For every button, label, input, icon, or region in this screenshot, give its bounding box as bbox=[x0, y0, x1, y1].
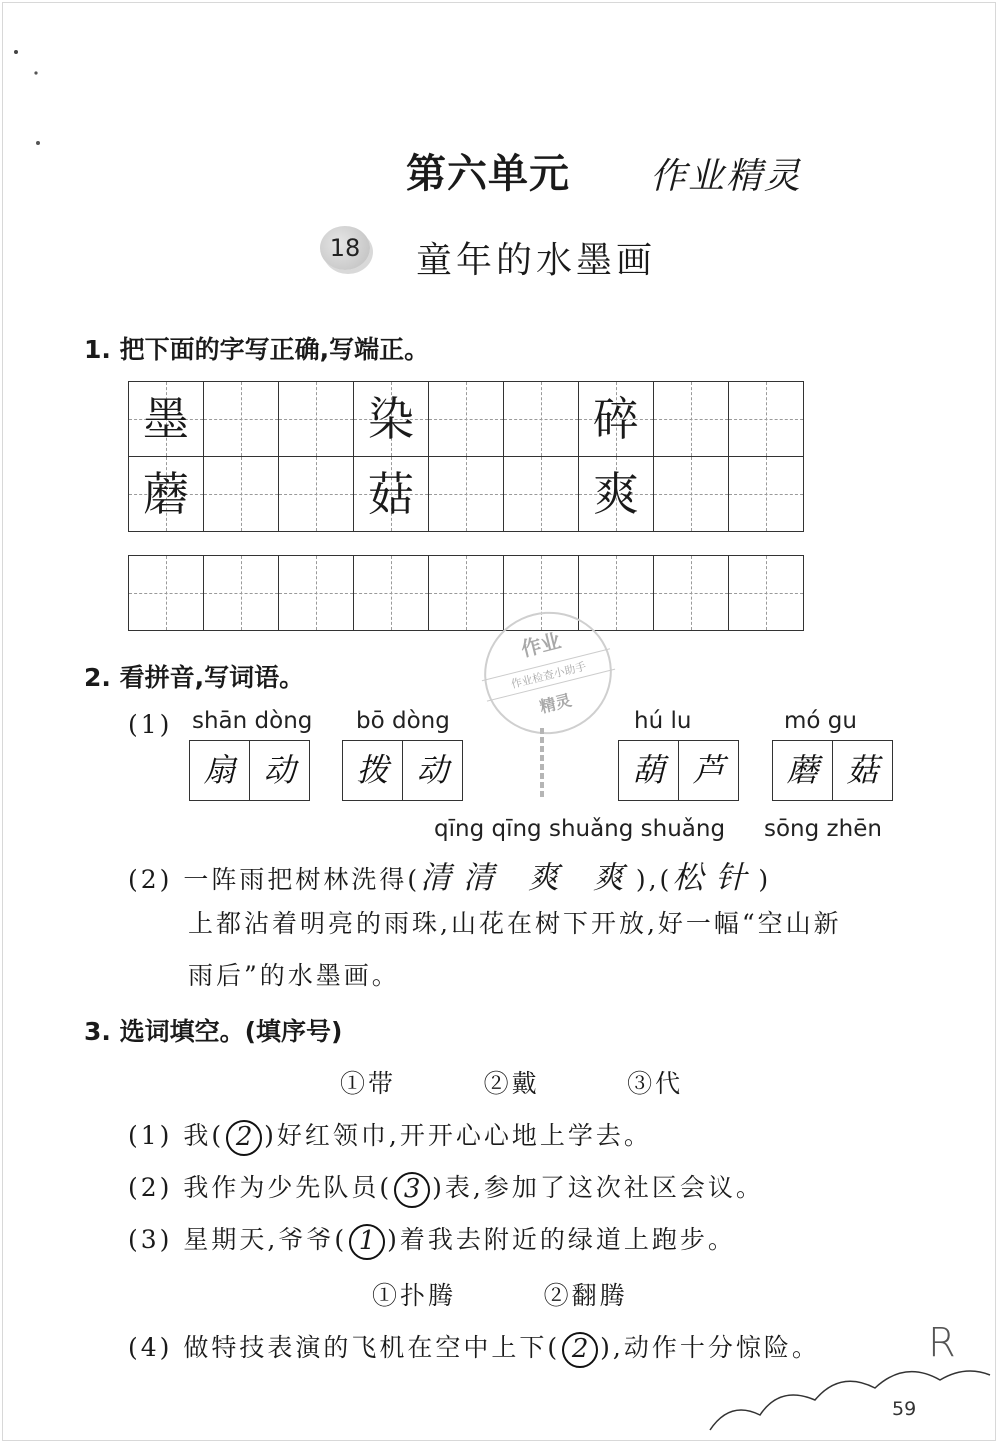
q2-part2-text-post: ) bbox=[758, 865, 772, 894]
item-text-pre: 星期天,爷爷( bbox=[183, 1225, 348, 1254]
q1-heading: 1. 把下面的字写正确,写端正。 bbox=[84, 335, 430, 364]
item-label: (4) bbox=[128, 1333, 173, 1362]
grid-cell[interactable] bbox=[729, 556, 804, 631]
cloud-decoration-icon bbox=[700, 1330, 996, 1440]
pinyin-4: mó gu bbox=[784, 708, 857, 734]
q2-part2-label: (2) bbox=[128, 865, 173, 894]
word-char: 蘑 bbox=[786, 751, 819, 789]
grid-cell[interactable] bbox=[204, 556, 279, 631]
answer-qingqing-shuangshuang[interactable]: 清清 爽 爽 bbox=[420, 860, 636, 896]
word-char: 芦 bbox=[678, 741, 738, 800]
grid-cell[interactable]: 墨 bbox=[129, 382, 204, 457]
item-text-post: )着我去附近的绿道上跑步。 bbox=[387, 1225, 736, 1254]
grid-cell[interactable] bbox=[504, 556, 579, 631]
q2-part2-line1 bbox=[128, 852, 771, 897]
speck-marks bbox=[0, 0, 60, 160]
item-text-post: )表,参加了这次社区会议。 bbox=[432, 1173, 764, 1202]
q2-part1-label: (1) bbox=[128, 710, 173, 739]
stamp-line-1: 作业 bbox=[518, 628, 564, 662]
writing-grid-1 bbox=[128, 381, 804, 532]
grid-cell[interactable] bbox=[654, 457, 729, 532]
grid-cell[interactable] bbox=[279, 382, 354, 457]
pinyin-2: bō dòng bbox=[356, 708, 450, 734]
item-text-post: )好红领巾,开开心心地上学去。 bbox=[264, 1121, 652, 1150]
grid-cell[interactable]: 染 bbox=[354, 382, 429, 457]
grid-row-3 bbox=[129, 556, 804, 631]
item-label: (3) bbox=[128, 1225, 173, 1254]
q2-part2-line3: 雨后”的水墨画。 bbox=[188, 961, 400, 990]
q3-options-2: ①扑腾 ②翻腾 bbox=[372, 1281, 628, 1310]
grid-cell[interactable] bbox=[654, 556, 729, 631]
q3-item-1 bbox=[128, 1116, 652, 1156]
word-box-2[interactable] bbox=[342, 740, 463, 801]
unit-title: 第六单元 bbox=[406, 151, 570, 197]
grid-cell[interactable] bbox=[504, 457, 579, 532]
q3-heading: 3. 选词填空。(填序号) bbox=[84, 1017, 343, 1046]
lesson-number-badge: 18 bbox=[320, 226, 370, 270]
answer-circle[interactable]: 2 bbox=[562, 1332, 598, 1368]
q3-item-3 bbox=[128, 1220, 736, 1260]
stamp-line-2: 作业检查小助手 bbox=[482, 648, 615, 701]
q2-part2-text-mid: ),( bbox=[635, 865, 673, 894]
word-box-4[interactable] bbox=[772, 740, 893, 801]
answer-circle[interactable]: 2 bbox=[226, 1120, 262, 1156]
word-char: 动 bbox=[249, 741, 309, 800]
pinyin-qingqing-shuangshuang: qīng qīng shuǎng shuǎng bbox=[434, 816, 726, 842]
q2-part2-text-pre: 一阵雨把树林洗得( bbox=[183, 865, 421, 894]
grid-row-2 bbox=[129, 457, 804, 532]
grid-cell[interactable] bbox=[279, 457, 354, 532]
writing-grid-2 bbox=[128, 555, 804, 631]
grid-cell[interactable] bbox=[429, 382, 504, 457]
grid-row-1 bbox=[129, 382, 804, 457]
grid-cell[interactable] bbox=[729, 457, 804, 532]
r-mark: R bbox=[928, 1320, 956, 1366]
grid-cell[interactable] bbox=[654, 382, 729, 457]
grid-cell[interactable] bbox=[429, 457, 504, 532]
stamp-stem bbox=[540, 728, 544, 800]
lesson-title: 童年的水墨画 bbox=[416, 240, 657, 281]
word-char: 动 bbox=[402, 741, 462, 800]
grid-cell[interactable] bbox=[729, 382, 804, 457]
brand-title: 作业精灵 bbox=[650, 156, 803, 197]
grid-cell[interactable]: 碎 bbox=[579, 382, 654, 457]
grid-cell[interactable] bbox=[279, 556, 354, 631]
grid-cell[interactable]: 蘑 bbox=[129, 457, 204, 532]
grid-cell[interactable] bbox=[354, 556, 429, 631]
grid-cell[interactable] bbox=[129, 556, 204, 631]
word-char: 菇 bbox=[832, 741, 892, 800]
item-text-post: ),动作十分惊险。 bbox=[600, 1333, 820, 1362]
page-number: 59 bbox=[892, 1398, 917, 1420]
grid-cell[interactable]: 爽 bbox=[579, 457, 654, 532]
word-char: 拨 bbox=[356, 751, 389, 789]
item-label: (2) bbox=[128, 1173, 173, 1202]
answer-circle[interactable]: 1 bbox=[349, 1224, 385, 1260]
item-text-pre: 做特技表演的飞机在空中上下( bbox=[183, 1333, 561, 1362]
grid-cell[interactable] bbox=[504, 382, 579, 457]
grid-cell[interactable]: 菇 bbox=[354, 457, 429, 532]
word-char: 葫 bbox=[632, 751, 665, 789]
q3-item-2 bbox=[128, 1168, 764, 1208]
word-box-1[interactable] bbox=[189, 740, 310, 801]
item-text-pre: 我( bbox=[183, 1121, 225, 1150]
grid-cell[interactable] bbox=[579, 556, 654, 631]
pinyin-3: hú lu bbox=[634, 708, 692, 734]
stamp-line-3: 精灵 bbox=[537, 690, 574, 717]
item-text-pre: 我作为少先队员( bbox=[183, 1173, 393, 1202]
q3-options-1: ①带 ②戴 ③代 bbox=[340, 1069, 684, 1098]
grid-cell[interactable] bbox=[204, 457, 279, 532]
answer-circle[interactable]: 3 bbox=[394, 1172, 430, 1208]
q2-part2-line2: 上都沾着明亮的雨珠,山花在树下开放,好一幅“空山新 bbox=[188, 909, 842, 938]
answer-songzhen[interactable]: 松针 bbox=[672, 860, 759, 896]
item-label: (1) bbox=[128, 1121, 173, 1150]
pinyin-1: shān dòng bbox=[192, 708, 313, 734]
q2-heading: 2. 看拼音,写词语。 bbox=[84, 663, 305, 692]
word-char: 扇 bbox=[203, 751, 236, 789]
grid-cell[interactable] bbox=[429, 556, 504, 631]
grid-cell[interactable] bbox=[204, 382, 279, 457]
pinyin-songzhen: sōng zhēn bbox=[764, 816, 882, 842]
word-box-3[interactable] bbox=[618, 740, 739, 801]
